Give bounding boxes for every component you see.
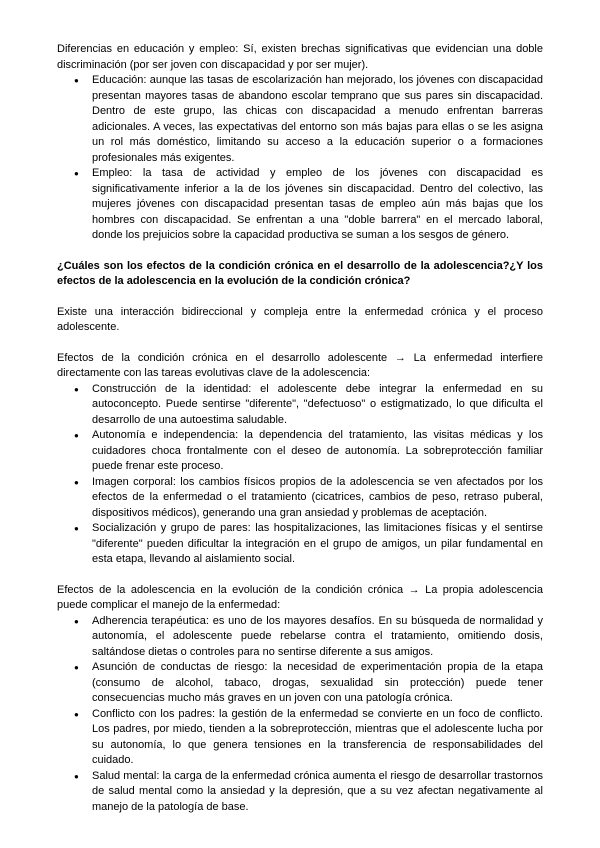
education-employment-list <box>57 73 543 244</box>
document-page <box>57 42 543 815</box>
list-item: ● Socialización y grupo de pares: las hospitalizaciones, las limitaciones físicas y el sentirse "diferente" pueden dificultar la integración en el grupo de amigos, un pilar fundamental en esta etapa, llevando al aislamiento social. <box>92 521 543 568</box>
list-item: ● Adherencia terapéutica: es uno de los mayores desafíos. En su búsqueda de normalidad y autonomía, el adolescente puede rebelarse contra el tratamiento, omitiendo dosis, saltándose dietas o controles para no sentirse diferente a sus amigos. <box>92 614 543 661</box>
list-item: ● Salud mental: la carga de la enfermedad crónica aumenta el riesgo de desarrollar trastornos de salud mental como la ansiedad y la depresión, que a su vez afectan negativamente al manejo de la patología de base. <box>92 769 543 816</box>
list-item: ● Conflicto con los padres: la gestión de la enfermedad se convierte en un foco de conflicto. Los padres, por miedo, tienden a la sobreprotección, mientras que el adolescente lucha por su autonomía, lo que genera tensiones en la transferencia de responsabilidades del cuidado. <box>92 707 543 769</box>
list-item: ● Educación: aunque las tasas de escolarización han mejorado, los jóvenes con discapacidad presentan mayores tasas de abandono escolar temprano que sus pares sin discapacidad. Dentro de este grupo, las chicas con discapacidad a menudo enfrentan barreras adicionales. A veces, las expectativas del entorno son más bajas para ellas o se les asigna un rol más doméstico, limitando su acceso a la educación superior o a formaciones profesionales más exigentes. <box>92 73 543 166</box>
list-item: ● Asunción de conductas de riesgo: la necesidad de experimentación propia de la etapa (consumo de alcohol, tabaco, drogas, sexualidad sin protección) puede tener consecuencias mucho más graves en un joven con una patología crónica. <box>92 660 543 707</box>
chronic-effects-list <box>57 382 543 568</box>
list-item: ● Autonomía e independencia: la dependencia del tratamiento, las visitas médicas y los cuidadores choca frontalmente con el deseo de autonomía. La sobreprotección familiar puede frenar este proceso. <box>92 428 543 475</box>
list-item: ● Imagen corporal: los cambios físicos propios de la adolescencia se ven afectados por los efectos de la enfermedad o el tratamiento (cicatrices, cambios de peso, retraso puberal, dispositivos médicos), generando una gran ansiedad y problemas de aceptación. <box>92 475 543 522</box>
interaction-paragraph: Existe una interacción bidireccional y compleja entre la enfermedad crónica y el proceso adolescente. <box>57 305 543 333</box>
list-item: ● Empleo: la tasa de actividad y empleo de los jóvenes con discapacidad es significativamente inferior a la de los jóvenes sin discapacidad. Dentro del colectivo, las mujeres jóvenes con discapacidad presentan tasas de empleo aún más bajas que los hombres con discapacidad. Se enfrentan a una "doble barrera" en el mercado laboral, donde los prejuicios sobre la capacidad productiva se suman a los sesgos de género. <box>92 166 543 244</box>
chronic-effects-intro: Efectos de la condición crónica en el desarrollo adolescente → La enfermedad interfiere directamente con las tareas evolutivas clave de la adolescencia: <box>57 351 543 379</box>
section-heading: ¿Cuáles son los efectos de la condición crónica en el desarrollo de la adolescencia?¿Y los efectos de la adolescencia en la evolución de la condición crónica? <box>57 259 543 287</box>
list-item: ● Construcción de la identidad: el adolescente debe integrar la enfermedad en su autoconcepto. Puede sentirse "diferente", "defectuoso" o estigmatizado, lo que dificulta el desarrollo de una autoestima saludable. <box>92 382 543 429</box>
adolescence-effects-list <box>57 614 543 816</box>
adolescence-effects-intro: Efectos de la adolescencia en la evolución de la condición crónica → La propia adolescencia puede complicar el manejo de la enfermedad: <box>57 583 543 611</box>
education-employment-intro: Diferencias en educación y empleo: Sí, existen brechas significativas que evidencian una doble discriminación (por ser joven con discapacidad y por ser mujer). <box>57 43 543 71</box>
